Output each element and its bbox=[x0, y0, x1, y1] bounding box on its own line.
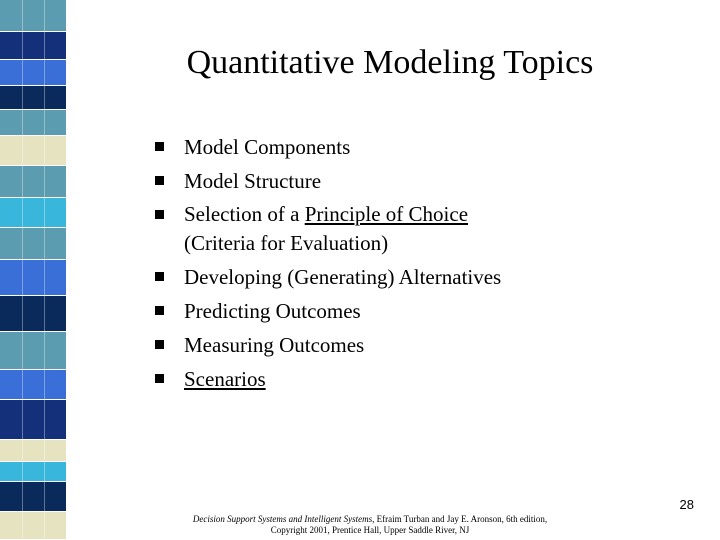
square-bullet-icon bbox=[155, 306, 164, 315]
bullet-text: Predicting Outcomes bbox=[184, 299, 361, 323]
decorative-strip-block bbox=[0, 400, 66, 440]
decorative-strip-block bbox=[0, 110, 66, 136]
footer-book-title: Decision Support Systems and Intelligent Systems bbox=[192, 514, 373, 524]
decorative-strip-block bbox=[0, 440, 66, 462]
bullet-text: Measuring Outcomes bbox=[184, 333, 365, 357]
decorative-strip-block bbox=[0, 370, 66, 400]
square-bullet-icon bbox=[155, 176, 164, 185]
decorative-strip-block bbox=[0, 296, 66, 332]
decorative-strip-block bbox=[0, 260, 66, 296]
bullet-item-measuring-outcomes bbox=[155, 328, 501, 362]
decorative-strip-block bbox=[0, 136, 66, 166]
square-bullet-icon bbox=[155, 142, 164, 151]
square-bullet-icon bbox=[155, 210, 164, 219]
decorative-strip-block bbox=[0, 86, 66, 110]
bullet-item-scenarios bbox=[155, 362, 501, 396]
footer-authors: , Efraim Turban and Jay E. Aronson, 6th edition, bbox=[372, 514, 548, 524]
principle-of-choice-link[interactable]: Principle of Choice bbox=[304, 202, 469, 226]
bullet-item-model-components bbox=[155, 130, 501, 164]
decorative-strip-block bbox=[0, 228, 66, 260]
decorative-strip-block bbox=[0, 166, 66, 198]
decorative-strip-block bbox=[0, 482, 66, 512]
bullet-item-developing-alternatives bbox=[155, 260, 501, 294]
bullet-text: Model Components bbox=[184, 135, 351, 159]
footer-copyright: Copyright 2001, Prentice Hall, Upper Saddle River, NJ bbox=[270, 525, 470, 535]
bullet-item-model-structure bbox=[155, 164, 501, 198]
bullet-text: Developing (Generating) Alternatives bbox=[184, 265, 502, 289]
square-bullet-icon bbox=[155, 272, 164, 281]
bullet-list bbox=[155, 130, 501, 396]
square-bullet-icon bbox=[155, 374, 164, 383]
decorative-strip-block bbox=[0, 462, 66, 482]
bullet-item-principle-of-choice bbox=[155, 198, 501, 260]
bullet-text-prefix: Selection of a bbox=[184, 202, 305, 226]
footer-citation bbox=[140, 514, 600, 536]
decorative-strip-block bbox=[0, 512, 66, 540]
page-number: 28 bbox=[679, 497, 694, 512]
bullet-item-predicting-outcomes bbox=[155, 294, 501, 328]
slide-title: Quantitative Modeling Topics bbox=[186, 44, 594, 81]
decorative-strip-block bbox=[0, 332, 66, 370]
square-bullet-icon bbox=[155, 340, 164, 349]
decorative-strip-block bbox=[0, 198, 66, 228]
bullet-text: Model Structure bbox=[184, 169, 322, 193]
decorative-strip-block bbox=[0, 0, 66, 32]
scenarios-link[interactable]: Scenarios bbox=[184, 367, 266, 391]
bullet-text-line2: (Criteria for Evaluation) bbox=[184, 231, 389, 255]
